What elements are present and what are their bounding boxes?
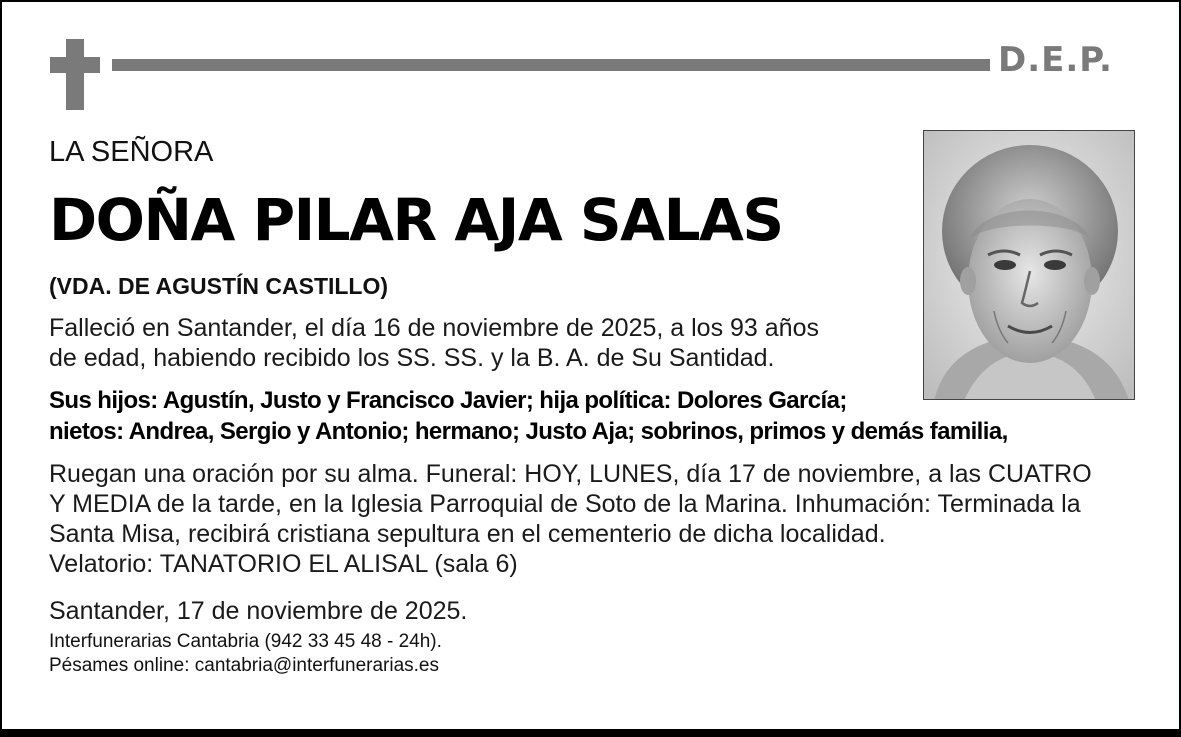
family-line: nietos: Andrea, Sergio y Antonio; hermano; Justo Aja; sobrinos, primos y demás familia, [49, 418, 1008, 445]
place-date: Santander, 17 de noviembre de 2025. [49, 597, 468, 625]
funeral-home-phone: Interfunerarias Cantabria (942 33 45 48 - 24h). [49, 631, 442, 652]
funeral-home-contact [49, 630, 442, 678]
portrait-illustration [924, 131, 1135, 400]
widow-of: (VDA. DE AGUSTÍN CASTILLO) [49, 273, 389, 299]
family-line: Sus hijos: Agustín, Justo y Francisco Javier; hija política: Dolores García; [49, 387, 847, 414]
death-details-line: Falleció en Santander, el día 16 de noviembre de 2025, a los 93 años [49, 314, 819, 342]
cross-icon-vertical-bar [66, 39, 84, 110]
death-details [49, 313, 819, 373]
portrait-photo [923, 130, 1135, 400]
deceased-name: DOÑA PILAR AJA SALAS [49, 186, 783, 254]
cross-icon-horizontal-bar [50, 57, 100, 73]
service-line: Ruegan una oración por su alma. Funeral: HOY, LUNES, día 17 de noviembre, a las CUATRO [49, 460, 1092, 488]
service-details [49, 459, 1092, 579]
header-rule [112, 59, 990, 71]
service-line: Y MEDIA de la tarde, en la Iglesia Parroquial de Soto de la Marina. Inhumación: Terminada la [49, 490, 1081, 518]
wake-line: Velatorio: TANATORIO EL ALISAL (sala 6) [49, 550, 518, 578]
service-line: Santa Misa, recibirá cristiana sepultura en el cementerio de dicha localidad. [49, 520, 886, 548]
family-list [49, 385, 1008, 447]
death-details-line: de edad, habiendo recibido los SS. SS. y la B. A. de Su Santidad. [49, 344, 775, 372]
dep-label: D.E.P. [998, 40, 1113, 80]
condolences-email: Pésames online: cantabria@interfunerarias.es [49, 655, 439, 676]
title-prefix: LA SEÑORA [49, 136, 214, 168]
